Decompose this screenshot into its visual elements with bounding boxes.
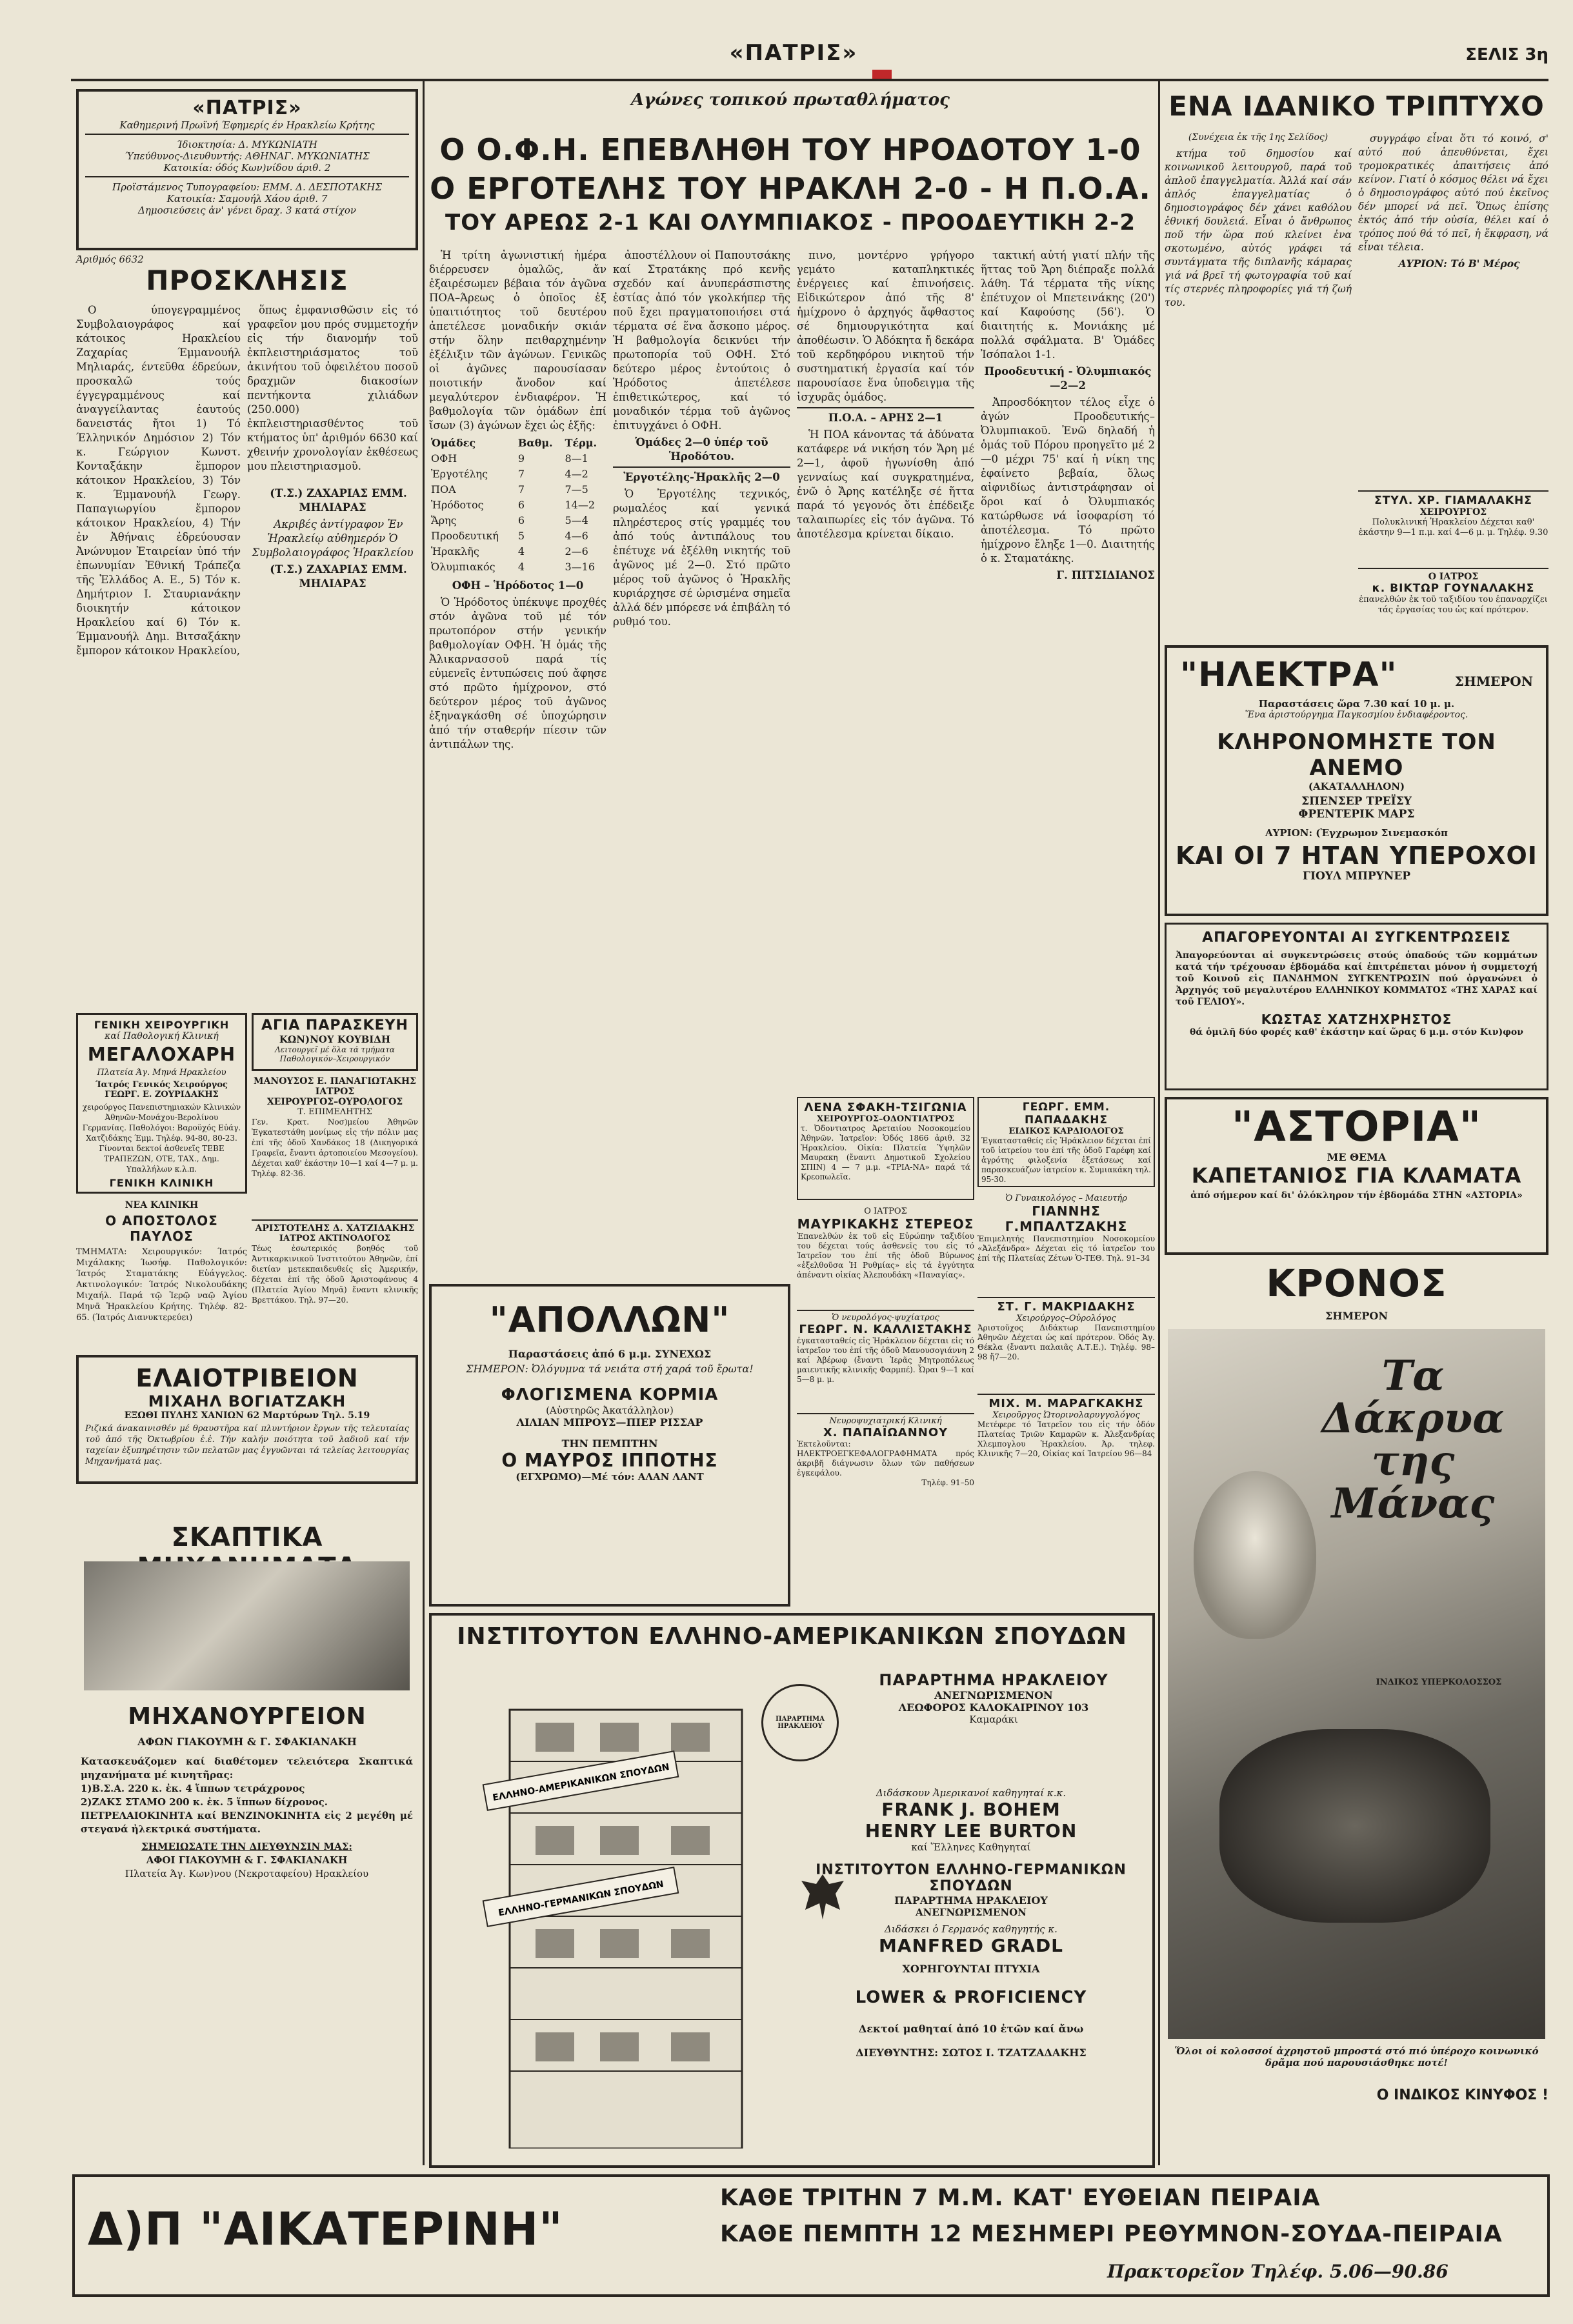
makridakis-name: ΣΤ. Γ. ΜΑΚΡΙΔΑΚΗΣ: [997, 1300, 1136, 1314]
doc2-text: Τέως ἐσωτερικός βοηθός τοῦ Ἀντικαρκινικοῦ Ἰνστιτούτου Ἀθηνῶν, ἐπί διετίαν μετεκπαιδευθείς εἰς Ἀμερικήν, δέχεται ἐπί τῆς ὁδοῦ Ἀριστοφάνους 4 (Πλατεία Ἁγίου Μηνᾶ) ἔναντι κλινικῆς Βρεττάκου. Τηλ. 97—20.: [252, 1244, 418, 1305]
kronos-poster: [1168, 1329, 1545, 2039]
elektra-rating: (ΑΚΑΤΑΛΛΗΛΟΝ): [1308, 781, 1405, 792]
elektra-star2: ΦΡΕΝΤΕΡΙΚ ΜΑΡΣ: [1298, 808, 1415, 821]
german-teacher-note: Διδάσκει ὁ Γερμανός καθηγητής κ.: [885, 1923, 1057, 1935]
oil-text: Ριζικά άνακαινισθέν μέ θραυστῆρα καί πλυντήριον ἔργων τῆς τελευταίας τοῦ ἀπό τῆς Ὀκτωβρίου ἐ.ἐ. Τήν καλήν ποιότητα τοῦ λαδιοῦ καί τήν ταχείαν ἐξυπηρέτησιν τῶν πελατῶν μας ἐγγυῶνται τά τελείας λειτουργίας Μηχανήματά μας.: [85, 1424, 409, 1467]
table-row: [429, 482, 606, 497]
clinic-footer: ΓΕΝΙΚΗ ΚΛΙΝΙΚΗ: [109, 1177, 214, 1189]
printer-head: Προϊστάμενος Τυπογραφείου: ΕΜΜ. Δ. ΔΕΣΠΟΤΑΚΗΣ: [112, 181, 382, 193]
apollon-cinema-ad: [429, 1284, 790, 1607]
clinic-name: ΜΕΓΑΛΟΧΑΡΗ: [87, 1044, 236, 1065]
paper-owner: Ίδιοκτησία: Δ. ΜΥΚΩΝΙΑΤΗ: [177, 139, 317, 150]
notary-signature: (Τ.Σ.) ΖΑΧΑΡΙΑΣ ΕΜΜ. ΜΗΛΙΑΡΑΣ: [270, 487, 407, 514]
team: ΟΦΗ: [431, 452, 457, 465]
mpaltzakis-ad: [977, 1194, 1155, 1290]
doctor-text: ἐπανελθών ἐκ τοῦ ταξιδίου του ἐπαναρχίζει τάς ἐργασίας του ὡς καί πρότερον.: [1359, 595, 1548, 615]
apollon-film1: ΦΛΟΓΙΣΜΕΝΑ ΚΟΡΜΙΑ: [501, 1385, 719, 1405]
institute-address: ΛΕΩΦΟΡΟΣ ΚΑΛΟΚΑΙΡΙΝΟΥ 103: [898, 1701, 1089, 1714]
ban-name: ΚΩΣΤΑΣ ΧΑΤΖΗΧΡΗΣΤΟΣ: [1261, 1012, 1452, 1027]
agia-name: ΚΩΝ)ΝΟΥ ΚΟΥΒΙΔΗ: [279, 1034, 391, 1045]
sports-paragraph: Ὁ Ἐργοτέλης τεχνικός, ρωμαλέος καί γενικά πληρέστερος στίς γραμμές του ἀπό τούς ἀντιπάλους του ἐπέτυχε νά ἐξέλθη νικητής τοῦ ἀγῶνος μέ 2—0. Στό πρῶτο μέρος τοῦ ἀγῶνος ὁ Ἡρακλῆς κυριάρχησε σέ ὡρισμένα σημεῖα ἀλλά δέν μπόρεσε νά ἐπιβάλη τό ρυθμό του.: [613, 488, 790, 628]
sports-paragraph: πινο, μοντέρνο γρήγορο γεμάτο καταπληκτικές ἐνέργειες καί ἐπινοήσεις. Εἰδικώτερον ἀπό τῆς 8' ἡμίχρονο ὁ ἀρχηγός ἄφθαστος σέ δημιουργικότητα καί ἀποθέωσιν. Ὁ Ἀδόκητα ἤ δεκάρα τοῦ κερδηφόρου νικητοῦ τήν συστηματική ἐργασία καί τόν παρουσίασε ἕνα ὑποδειγμα τῆς ἰσχυρᾶς ὁμάδος.: [797, 249, 974, 403]
team: ΠΟΑ: [431, 483, 456, 496]
ship-ad: [72, 2174, 1550, 2297]
mpaltzakis-label: Ὁ Γυναικολόγος – Μαιευτήρ: [1005, 1194, 1127, 1203]
sports-headline-3: ΤΟΥ ΑΡΕΩΣ 2-1 ΚΑΙ ΟΛΥΜΠΙΑΚΟΣ - ΠΡΟΟΔΕΥΤΙΚΗ 2-2: [445, 210, 1136, 235]
mpaltzakis-text: Ἐπιμελητής Πανεπιστημίου Νοσοκομείου «Ἀλεξάνδρα» Δέχεται εἰς τό ἰατρεῖον του ἐπί τῆς Πλατείας Ζέτων Ὁ-ΤΕΘ. Τηλ. 91–34: [977, 1234, 1155, 1263]
surgeon-ad: [1358, 490, 1548, 538]
papaioannou-text: Ἐκτελοῦνται: ΗΛΕΚΤΡΟΕΓΚΕΦΑΛΟΓΡΑΦΗΜΑΤΑ πρός ἀκριβῆ διάγνωσιν ὅλων τῶν παθήσεων ἐγκεφάλου.: [797, 1439, 974, 1478]
top-rule: [71, 79, 1548, 81]
match-subhead: ΟΦΗ – Ἡρόδοτος 1—0: [452, 579, 584, 592]
invitation-text-col1: [76, 303, 241, 1010]
points: 7: [517, 483, 525, 496]
elektra-today: ΣΗΜΕΡΟΝ: [1454, 674, 1533, 689]
poster-title: Τα Δάκρυα της Μάνας: [1321, 1352, 1505, 1528]
table-row: [429, 528, 606, 544]
team: Ἡρόδοτος: [431, 499, 484, 511]
oil-press-box: [76, 1355, 418, 1484]
teachers-note: Διδάσκουν Ἀμερικανοί καθηγηταί κ.κ.: [876, 1787, 1067, 1799]
german-teacher: MANFRED GRADL: [878, 1935, 1064, 1956]
seal-text: ΠΑΡΑΡΤΗΜΑ ΗΡΑΚΛΕΙΟΥ: [776, 1716, 825, 1730]
astoria-cinema-ad: [1165, 1097, 1548, 1255]
doctor-gounalakis-ad: [1358, 568, 1548, 616]
table-row: [429, 466, 606, 482]
sports-kicker: Αγώνες τοπικού πρωταθλήματος: [631, 90, 950, 110]
team: Ἄρης: [431, 514, 457, 526]
makridakis-text: Ἀριστοῦχος Διδάκτωρ Πανεπιστημίου Ἀθηνῶν Δέχεται ὡς καί πρότερον. Ὁδός Ἀγ. Θέκλα (ἔναντι παλαιᾶς Α.Τ.Ε.). Τηλέφ. 98–98 ἤ7—20.: [977, 1323, 1155, 1361]
machines-shop: ΜΗΧΑΝΟΥΡΓΕΙΟΝ: [128, 1703, 366, 1730]
elektra-tomorrow: ΑΥΡΙΟΝ: (Ἐγχρωμον Σινεμασκόπ: [1265, 827, 1448, 839]
doctor-label: Ο ΙΑΤΡΟΣ: [1428, 572, 1479, 582]
copy-note: Ακριβές ἀντίγραφον Ἐν Ἡρακλείῳ αὐθημερόν Ὁ Συμβολαιογράφος Ἡρακλείου: [252, 518, 414, 559]
lena-text: τ. Ὀδοντιατρος Ἀρεταιίου Νοσοκομείου Ἀθηνῶν. Ἰατρεῖον: Ὁδός 1866 ἀριθ. 32 Ἡρακλείου. Οἰκία: Πλατεία Ὑψηλῶν Μαυρακη (ἔναντι Δημοτικοῦ Σχολείου ΣΠΙΝ) 4 — 7 μ.μ. «ΤΡΙΑ-ΝΑ» παρά τά Κρεοπωλεῖα.: [801, 1124, 970, 1181]
stereos-name: ΜΑΥΡΙΚΑΚΗΣ ΣΤΕΡΕΟΣ: [797, 1216, 974, 1232]
triptych-tomorrow: ΑΥΡΙΟΝ: Τό Β' Μέρος: [1398, 257, 1520, 270]
stereos-label: Ο ΙΑΤΡΟΣ: [864, 1207, 907, 1216]
invitation-paragraph: ὅπως ἐμφανισθῶσιν εἰς τό γραφεῖον μου πρός συμμετοχήν εἰς τήν διανομήν τοῦ ἐκπλειστηριάσματος τοῦ ἀκινήτου τοῦ ὀφειλέτου ποσοῦ δραχμῶν διακοσίων πεντήκοντα χιλιάδων (250.000) ἐκπλειστηριασθέντος τοῦ κτήματος ὑπ' ἀριθμόν 6630 καί χθεινήν χρονολογίαν ἐκθέσεως μου πλειστηριασμοῦ.: [247, 304, 418, 472]
points: 6: [517, 499, 525, 511]
oil-address: ΕΞΩΘΙ ΠΥΛΗΣ ΧΑΝΙΩΝ 62 Μαρτύρων Τηλ. 5.19: [124, 1410, 370, 1421]
institute-hours: Δεκτοί μαθηταί ἀπό 10 ἐτῶν καί ἄνω: [858, 2023, 1084, 2035]
doc2-name: ΑΡΙΣΤΟΤΕΛΗΣ Δ. ΧΑΤΖΙΔΑΚΗΣ: [255, 1223, 415, 1234]
column-divider: [423, 81, 425, 2165]
kallistakis-label: Ὁ νευρολόγος-ψυχίατρος: [832, 1313, 939, 1323]
triptych-col-b: [1358, 132, 1548, 481]
papadakis-role: ΕΙΔΙΚΟΣ ΚΑΡΔΙΟΛΟΓΟΣ: [1008, 1127, 1124, 1136]
standings-header: Τέρμ.: [565, 437, 597, 449]
page-number: ΣΕΛΙΣ 3η: [1465, 45, 1548, 65]
clinic-megalochari-box: [76, 1013, 247, 1194]
institute-area: Καμαράκι: [969, 1714, 1018, 1725]
eagle-icon: [800, 1871, 845, 1923]
clinic-title: ΓΕΝΙΚΗ ΧΕΙΡΟΥΡΓΙΚΗ: [94, 1019, 230, 1031]
doctor-chatzidakis: [252, 1219, 418, 1345]
goals: 3—16: [565, 561, 596, 573]
ship-line-2: ΚΑΘΕ ΠΕΜΠΤΗ 12 ΜΕΣΗΜΕΡΙ ΡΕΘΥΜΝΟΝ-ΣΟΥΔΑ-ΠΕΙΡΑΙΑ: [720, 2221, 1503, 2247]
papaioannou-ad: [797, 1413, 974, 1510]
machines-line: 2)ΖΑΚΣ ΣΤΑΜΟ 200 κ. ἐκ. 5 ἵππων δίχρονος.: [81, 1796, 328, 1808]
table-row: [429, 451, 606, 466]
elektra-next-star: ΓΙΟΥΛ ΜΠΡΥΝΕΡ: [1302, 870, 1411, 883]
poster-face: [1194, 1471, 1316, 1639]
teacher-1: FRANK J. BOHEM: [881, 1799, 1061, 1820]
german-title: ΙΝΣΤΙΤΟΥΤΟΝ ΕΛΛΗΝΟ-ΓΕΡΜΑΝΙΚΩΝ ΣΠΟΥΔΩΝ: [816, 1862, 1127, 1894]
team: Ἡρακλῆς: [431, 545, 479, 557]
machines-owners: ΑΦΩΝ ΓΙΑΚΟΥΜΗ & Γ. ΣΦΑΚΙΑΝΑΚΗ: [137, 1736, 357, 1748]
ban-notice: [1165, 923, 1548, 1090]
triptych-subtitle: (Συνέχεια ἐκ τῆς 1ης Σελίδος): [1188, 132, 1328, 143]
sports-paragraph: τακτική αὐτή γιατί πλήν τῆς ἥττας τοῦ Ἄρη διέπραξε πολλά λάθη. Τά τέρματα τῆς νίκης ἐπέτυχον οἱ Μπετεινάκης (20') καί Καφούσης (56'). Ὁ διαιτητής κ. Μονιάκης μέ πολλά σφάλματα. Β' Ὁμάδες Ἰσόπαλοι 1-1.: [981, 249, 1155, 361]
astoria-note: ἀπό σήμερον καί δι' ὁλόκληρον τήν ἑβδομάδα ΣΤΗΝ «ΑΣΤΟΡΙΑ»: [1190, 1190, 1523, 1201]
ad-price: Δημοσιεύσεις ἀν' γένει δραχ. 3 κατά στίχον: [138, 205, 356, 216]
goals: 8—1: [565, 452, 588, 465]
new-clinic-name: Ο ΑΠΟΣΤΟΛΟΣ ΠΑΥΛΟΣ: [105, 1213, 218, 1244]
doc1-role: ΙΑΤΡΟΣ: [315, 1087, 355, 1097]
german-branch: ΠΑΡΑΡΤΗΜΑ ΗΡΑΚΛΕΙΟΥ: [894, 1894, 1048, 1907]
agia-paraskevi-box: [252, 1013, 418, 1071]
sports-headline-1: Ο Ο.Φ.Η. ΕΠΕΒΛΗΘΗ ΤΟΥ ΗΡΟΔΟΤΟΥ 1-0: [439, 132, 1141, 167]
papaioannou-phone: Τηλέφ. 91–50: [921, 1478, 974, 1487]
apollon-line1: Παραστάσεις ἀπό 6 μ.μ. ΣΥΝΕΧΩΣ: [508, 1348, 712, 1360]
match-subhead: Ἐργοτέλης-Ἡρακλῆς 2—0: [613, 466, 790, 485]
teachers-greek: καί Ἕλληνες Καθηγηταί: [911, 1841, 1031, 1853]
paper-subtitle: Καθημερινή Πρωϊνή Έφημερίς έν Ηρακλείω Κρήτης: [85, 119, 409, 135]
points: 6: [517, 514, 525, 526]
sports-col-d: [981, 248, 1155, 1087]
ship-line-1: ΚΑΘΕ ΤΡΙΤΗΝ 7 Μ.Μ. ΚΑΤ' ΕΥΘΕΙΑΝ ΠΕΙΡΑΙΑ: [720, 2185, 1321, 2211]
apollon-title: "ΑΠΟΛΛΩΝ": [489, 1299, 730, 1340]
team: Ὀλυμπιακός: [431, 561, 496, 573]
team: Προοδευτική: [431, 530, 499, 542]
makridakis-role: Χειρούργος–Οὐρολόγος: [1016, 1314, 1116, 1323]
oil-name: ΜΙΧΑΗΛ ΒΟΓΙΑΤΖΑΚΗ: [148, 1392, 346, 1410]
maragkakis-name: ΜΙΧ. Μ. ΜΑΡΑΓΚΑΚΗΣ: [988, 1397, 1144, 1410]
building-svg: [465, 1671, 761, 2149]
machines-line: Πλατεία Άγ. Κων)νου (Νεκροταφείου) Ηρακλείου: [125, 1868, 369, 1879]
invitation-title: ΠΡΟΣΚΛΗΣΙΣ: [146, 265, 348, 296]
apollon-thursday: ΤΗΝ ΠΕΜΠΤΗΝ: [561, 1437, 658, 1450]
clinic-address: Πλατεία Άγ. Μηνά Ηρακλείου: [97, 1068, 226, 1077]
new-clinic-label: ΝΕΑ ΚΛΙΝΙΚΗ: [125, 1200, 199, 1210]
sports-col-b: [613, 248, 790, 1345]
kallistakis-name: ΓΕΩΡΓ. Ν. ΚΑΛΛΙΣΤΑΚΗΣ: [799, 1323, 972, 1336]
building-sign-2: ΕΛΛΗΝΟ-ΓΕΡΜΑΝΙΚΩΝ ΣΠΟΥΔΩΝ: [497, 1879, 665, 1919]
elektra-note: Ἕνα ἀριστούργημα Παγκοσμίου ἐνδιαφέροντος.: [1245, 710, 1468, 720]
machines-text: [81, 1755, 413, 1929]
institute-recog: ΑΝΕΓΝΩΡΙΣΜΕΝΟΝ: [934, 1689, 1053, 1701]
institute-director: ΔΙΕΥΘΥΝΤΗΣ: ΣΩΤΟΣ Ι. ΤΖΑΤΖΑΔΑΚΗΣ: [856, 2047, 1087, 2059]
doc1-title: Τ. ΕΠΙΜΕΛΗΤΗΣ: [297, 1107, 372, 1117]
institute-details: [839, 1671, 1148, 1725]
papadakis-name: ΓΕΩΡΓ. ΕΜΜ. ΠΑΠΑΔΑΚΗΣ: [1022, 1101, 1110, 1127]
stereos-text: Ἐπανελθών ἐκ τοῦ εἰς Εὐρώπην ταξιδίου του δέχεται τούς ἀσθενεῖς του εἰς τό Ἰατρεῖον του ἐπί τῆς ὁδοῦ Βύρωνος «ἐξελθοῦσα Ἡ Ρυθμίας» εἰς τά ἐγγύτητα ἀπέναντι οἰκίας Ἀλεπουδάκη «Παναγίας».: [797, 1232, 974, 1279]
sports-paragraph: Ὁ Ἡρόδοτος ὑπέκυψε προχθές στόν ἀγῶνα τοῦ μέ τόν πρωτοπόρον στήν γενικήν βαθμολογίαν ΟΦΗ. Ἡ ὁμάς τῆς Ἀλικαρνασσοῦ παρά τίς εὐμενεῖς ἐντυπώσεις πού ἄφησε στό πρῶτο ἡμίχρονον, στό δεύτερον μέρος τοῦ ἀγῶνος ἐξηναγκάσθη σέ ὑποχώρησιν ἀπό τήν σταθερήν πίεσιν τῶν ἀντιπάλων της.: [429, 596, 606, 750]
oil-title: ΕΛΑΙΟΤΡΙΒΕΙΟΝ: [135, 1364, 359, 1392]
kronos-title: ΚΡΟΝΟΣ: [1266, 1261, 1447, 1305]
stereos-ad: [797, 1207, 974, 1303]
triptych-paragraph: κτήμα τοῦ δημοσίου καί κοινωνικοῦ λειτουργοῦ, παρά τοῦ ἁπλοῦ ἐπαγγελματία. Ἀλλά καί σάν ἁπλός ἐπαγγελματίας ὁ δημοσιογράφος δέν χάνει καθόλου ἐθνική δουλειά. Εἶναι ὁ ἄνθρωπος ποῦ τήν ὥρα πού κλείνει ἐνα σκοτωμένο, αὐτός γράφει τά συντάγματα τῆς διπλανῆς κάμαρας γιά νά βρεῖ τή φωτογραφία τοῦ καί τίς στερνές πληροφορίες γιά τή ζωή του.: [1165, 148, 1352, 308]
ship-agency: Πρακτορεῖον Τηλέφ. 5.06—90.86: [1107, 2261, 1448, 2282]
ban-time: θά ὁμιλῆ δύο φορές καθ' ἑκάστην καί ὥρας 6 μ.μ. στόν Κιν)φον: [1190, 1027, 1523, 1037]
issue-number: Άριθμός 6632: [76, 254, 144, 265]
match-subhead: Ὁμάδες 2—0 ὑπέρ τοῦ Ἡροδότου.: [635, 436, 768, 463]
doc1-spec: ΧΕΙΡΟΥΡΓΟΣ–ΟΥΡΟΛΟΓΟΣ: [266, 1097, 403, 1107]
column-divider: [1158, 81, 1160, 2165]
table-row: [429, 544, 606, 559]
machines-line: ΑΦΟΙ ΓΙΑΚΟΥΜΗ & Γ. ΣΦΑΚΙΑΝΑΚΗ: [146, 1854, 348, 1866]
sports-paragraph: Ἡ ΠΟΑ κάνοντας τά ἀδύνατα κατάφερε νά νικήση τόν Ἄρη μέ 2—1, ἀφοῦ ἡγωνίσθη ἀπό γενναίως καί συγκρατημένα, ἐνῶ ὁ Ἄρης κατέληξε σέ ἥττα παρά τό γεγονός ὅτι ἐπέδειξε ταλαιπωρίες εἰς τόν ἀγῶνα. Τό ἀποτέλεσμα κρίνεται δίκαιο.: [797, 428, 974, 540]
kronos-tag: Ο ΙΝΔΙΚΟΣ ΚΙΝΥΦΟΣ !: [1376, 2087, 1548, 2103]
astoria-film: ΚΑΠΕΤΑΝΙΟΣ ΓΙΑ ΚΛΑΜΑΤΑ: [1191, 1163, 1522, 1188]
new-clinic: [76, 1200, 247, 1323]
teacher-2: HENRY LEE BURTON: [865, 1820, 1077, 1841]
machines-line: Κατασκευάζομεν καί διαθέτομεν τελειότερα Σκαπτικά μηχανήματα μέ κινητῆρας:: [81, 1756, 413, 1781]
kallistakis-text: ἐγκατασταθείς εἰς Ἡράκλειον δέχεται εἰς τό ἰατρεῖον του ἐπί τῆς ὁδοῦ Μανουσογιάννη 2 καί Ἀβέρωφ (ἔναντι Ἱερᾶς Μητροπόλεως μαιευτικῆς κλινικῆς Φαρμπέ). Ὧραι 9—1 καί 5—8 μ. μ.: [797, 1336, 974, 1384]
kronos-text: Ὅλοι οἱ κολοσσοί ἀχρηστοῦ μπροστά στό πιό ὑπέροχο κοινωνικό δρᾶμα πού παρουσιάσθηκε ποτέ!: [1174, 2045, 1539, 2069]
poster-sub: ΙΝΔΙΚΟΣ ΥΠΕΡΚΟΛΟΣΣΟΣ: [1376, 1678, 1502, 1687]
elektra-cinema-ad: [1165, 645, 1548, 916]
doc1-text: Γεν. Κρατ. Νοσ)μείου Ἀθηνῶν Ἐγκατεστάθη μονίμως εἰς τήν πόλιν μας ἐπί τῆς ὁδοῦ Χανδάκος 18 (Δικηγορικά Γραφεῖα, ἔναντι ἀρτοποιείου Μεσογείου). Δέχεται καθ' ἑκάστην 10—1 καί 4—7 μ. μ. Τηλέφ. 82-36.: [252, 1117, 418, 1178]
doc2-role: ΙΑΤΡΟΣ ΑΚΤΙΝΟΛΟΓΟΣ: [279, 1234, 391, 1243]
papaioannou-label: Νευροψυχιατρική Κλινική: [829, 1416, 942, 1426]
kronos-today: ΣΗΜΕΡΟΝ: [1325, 1310, 1388, 1322]
institute-teachers: [794, 1742, 1148, 2059]
goals: 4—6: [565, 530, 588, 542]
maragkakis-text: Μετέφερε τό Ἰατρεῖον του εἰς τήν ὁδόν Πλατείας Τριῶν Καμαρῶν κ. Ἀλεξανδρίας Χλεμπογλου Ἡρακλείου. Ἀρ. τηλεφ. Κλινικῆς 7—20, Οἰκίας καί Ἰατρείου 96—84: [977, 1420, 1155, 1458]
apollon-film2: Ο ΜΑΥΡΟΣ ΙΠΠΟΤΗΣ: [501, 1450, 718, 1471]
invitation-paragraph: Ο ύπογεγραμμένος Συμβολαιογράφος καί κάτοικος Ηρακλείου Ζαχαρίας Έμμανουήλ Μηλιαράς, έντεῦθα έδρεύων, προσκαλῶ τούς έγγεγραμμένους καί ἀναγγείλαντας ἑαυτούς δανειστάς ἤτοι 1) Τό Έλληνικόν Δημόσιον 2) Τόν κ. Γεώργιον Κωνστ. Κονταξάκην ἔμπορον κάτοικον Ηρακλείου, 3) Τόν κ. Έμμανουήλ Γεωργ. Παπαγιωργίου ἔμπορον κάτοικον Ηρακλείου, 4) Τήν ἐν Ἀθήναις ἐδρεύουσαν Ἀνώνυμον Ἑταιρείαν ὑπό τήν ἐπωνυμίαν Ἐθνική Τράπεζα τῆς Ἑλλάδος Α. Ε., 5) Τόν κ. Δημήτριον Ι. Σταυριανάκην διοικητήν κάτοικον Ηρακλείου καί 6) Τόν κ. Έμμανουήλ Δημ. Βιτσαξάκην ἔμπορον κάτοικον Ηρακλείου,: [76, 304, 241, 657]
building-sign-1: ΕΛΛΗΝΟ-ΑΜΕΡΙΚΑΝΙΚΩΝ ΣΠΟΥΔΩΝ: [492, 1761, 670, 1803]
apollon-cast1: (Αὐστηρῶς Ἀκατάλληλον): [546, 1405, 674, 1416]
doctor-name: κ. ΒΙΚΤΩΡ ΓΟΥΝΑΛΑΚΗΣ: [1372, 582, 1535, 595]
lena-name: ΛΕΝΑ ΣΦΑΚΗ-ΤΣΙΓΩΝΙΑ: [804, 1101, 967, 1114]
masthead-info-box: [76, 89, 418, 250]
clinic-subtitle: καί Παθολογική Κλινική: [105, 1031, 219, 1041]
points: 7: [517, 468, 525, 480]
apollon-line2: ΣΗΜΕΡΟΝ: Ὀλόγυμνα τά νειάτα στή χαρά τοῦ ἔρωτα!: [466, 1363, 754, 1375]
sports-col-a: [429, 248, 606, 1345]
mpaltzakis-name: ΓΙΑΝΝΗΣ Γ.ΜΠΑΛΤΖΑΚΗΣ: [1005, 1203, 1128, 1234]
maragkakis-role: Χειροῦργος Ὠτορινολαρυγγολόγος: [992, 1410, 1140, 1420]
surgeon-name: ΣΤΥΛ. ΧΡ. ΓΙΑΜΑΛΑΚΗΣ: [1374, 494, 1532, 507]
elektra-title: "ΗΛΕΚΤΡΑ": [1180, 656, 1398, 694]
goals: 2—6: [565, 545, 588, 557]
lena-ad: [797, 1097, 974, 1200]
team: Ἐργοτέλης: [431, 468, 488, 480]
doctor-panagiotakis: [252, 1076, 418, 1215]
match-subhead: Προοδευτική - Ὀλυμπιακός—2—2: [984, 365, 1152, 392]
sports-paragraph: ἀποστέλλουν οἱ Παπουτσάκης καί Στρατάκης πρό κενῆς σχεδόν καί ἀνυπεράσπιστης ἐστίας ἀπό τόν γκολκήπερ τῆς ποῦ ἔχει πραγματοποιήσει στά τέρματα σέ ἕνα ἄσκοπο μέρος. Ἡ βαθμολογία δεικνύει τήν πρωτοπορία τοῦ ΟΦΗ. Στό δεύτερο μέρος ἐντούτοις ὁ Ἡρόδοτος ἀπετέλεσε ἐπιθετικώτερος, καί τό μοναδικόν τέρμα τοῦ ἀγῶνος ἐπιτυγχάνει ὁ ΟΦΗ.: [613, 249, 790, 432]
invitation-text-col2: [247, 303, 418, 1077]
agia-title: ΑΓΙΑ ΠΑΡΑΣΚΕΥΗ: [261, 1017, 408, 1034]
astoria-theme: ΜΕ ΘΕΜΑ: [1327, 1151, 1387, 1163]
maragkakis-ad: [977, 1394, 1155, 1510]
poster-crowd: [1219, 1729, 1490, 1923]
goals: 14—2: [565, 499, 596, 511]
paper-director: Ύπεύθυνος-Διευθυντής: ΑΘΗΝΑΓ. ΜΥΚΩΝΙΑΤΗΣ: [125, 150, 370, 162]
levels: LOWER & PROFICIENCY: [855, 1988, 1087, 2007]
surgeon-text: Πολυκλινική Ἡρακλείου Δέχεται καθ' ἑκάστην 9—1 π.μ. καί 4—6 μ. μ. Τηλέφ. 9.30: [1358, 517, 1548, 537]
clinic-body: χειρούργος Πανεπιστημιακών Κλινικών Ἀθηνῶν-Μονάχου-Βερολίνου Γερμανίας. Παθολόγοι: Βαροϋχός Εὐάγ. Χατζιδάκης Έμμ. Τηλέφ. 94-80, 80-23. Γίνονται δεκτοί ἀσθενεῖς ΤΕΒΕ ΤΡΑΠΕΖΩΝ, ΟΤΕ, ΤΑΧ., Δημ. Υπαλλήλων κ.λ.π.: [82, 1103, 241, 1174]
elektra-star1: ΣΠΕΝΣΕΡ ΤΡΕΪΣΥ: [1301, 795, 1412, 808]
machines-line: ΣΗΜΕΙΩΣΑΤΕ ΤΗΝ ΔΙΕΥΘΥΝΣΙΝ ΜΑΣ:: [141, 1841, 352, 1852]
points: 4: [517, 545, 525, 557]
goals: 4—2: [565, 468, 588, 480]
institute-branch: ΠΑΡΑΡΤΗΜΑ ΗΡΑΚΛΕΙΟΥ: [879, 1671, 1108, 1689]
german-recog: ΑΝΕΓΝΩΡΙΣΜΕΝΟΝ: [916, 1907, 1027, 1918]
institute-building-drawing: [465, 1671, 761, 2149]
points: 9: [517, 452, 525, 465]
paper-residence: Κατοικία: όδός Κων)νίδου άριθ. 2: [85, 162, 409, 177]
table-row: [429, 497, 606, 513]
triptych-paragraph: συγγράφο εἶναι ὅτι τό κοινό, σ' αὐτό πού ἀπευθύνεται, ἔχει τρομοκρατικές ἀπαιτήσεις ἀπό κείνον. Γιατί ὁ κόσμος θέλει νά ἔχει ὁ δημοσιογράφος αὐτό πού ἐκεῖνος δέν μπορεί νά πεῖ. Ὅπως ἐπίσης ἐκτός ἀπό τήν οὐσία, θέλει καί ὁ τρόπος πού θά τό πεῖ, ἡ ἔκφραση, νά εἶναι τέλεια.: [1358, 133, 1548, 253]
goals: 5—4: [565, 514, 588, 526]
goals: 7—5: [565, 483, 588, 496]
kallistakis-ad: [797, 1310, 974, 1407]
printer-address: Κατοικία: Σαμουήλ Χάου άριθ. 7: [166, 193, 328, 205]
table-row: [429, 559, 606, 575]
makridakis-ad: [977, 1297, 1155, 1387]
ship-company: Δ)Π "ΑΙΚΑΤΕΡΙΝΗ": [88, 2203, 563, 2256]
triptych-title: ΕΝΑ ΙΔΑΝΙΚΟ ΤΡΙΠΤΥΧΟ: [1168, 90, 1545, 122]
papaioannou-name: Χ. ΠΑΠΑΪΩΑΝΝΟΥ: [823, 1426, 948, 1439]
match-subhead: Π.Ο.Α. – ΑΡΗΣ 2—1: [797, 407, 974, 425]
elektra-film: ΚΛΗΡΟΝΟΜΗΣΤΕ ΤΟΝ ΑΝΕΜΟ: [1217, 729, 1496, 781]
paper-name: «ΠΑΤΡΙΣ»: [192, 97, 302, 119]
machines-title: ΣΚΑΠΤΙΚΑ: [171, 1523, 323, 1552]
new-clinic-text: ΤΜΗΜΑΤΑ: Χειρουργικόν: Ίατρός Μιχάλακης Ίωσήφ. Παθολογικόν: Ίατρός Σταματάκης Εὐάγγελος. Ακτινολογικόν: Ίατρός Νικολουδάκης Μιχαήλ. Παρά τῷ Ἱερῷ ναῷ Ἁγίου Μηνᾶ Ἡρακλείου Κρήτης. Τηλέφ. 82-65. (Ίατρός Διανυκτερεύει): [76, 1247, 247, 1323]
astoria-title: "ΑΣΤΟΡΙΑ": [1231, 1103, 1482, 1151]
masthead: «ΠΑΤΡΙΣ»: [729, 40, 858, 66]
ban-text: Ἀπαγορεύονται αἱ συγκεντρώσεις στούς ὁπαδούς τῶν κομμάτων κατά τήν τρέχουσαν ἑβδομάδα καί ἐπιτρέπεται μόνον ἡ συμμετοχή τοῦ Κοινοῦ εἰς ΠΑΝΔΗΜΟΝ ΣΥΓΚΕΝΤΡΩΣΙΝ πού ὀργανώνει ὁ Ἀρχηγός τοῦ μεγαλυτέρου ΕΛΛΗΝΙΚΟΥ ΚΟΜΜΑΤΟΣ «ΤΗΣ ΧΑΡΑΣ καί τοῦ ΓΕΛΙΟΥ».: [1176, 950, 1538, 1007]
triptych-col-a: [1165, 147, 1352, 496]
machines-line: 1)Β.Σ.Α. 220 κ. ἐκ. 4 ἵππων τετράχρονος: [81, 1783, 305, 1794]
notary-signature-2: (Τ.Σ.) ΖΑΧΑΡΙΑΣ ΕΜΜ. ΜΗΛΙΑΡΑΣ: [270, 563, 407, 590]
machines-line: ΠΕΤΡΕΛΑΙΟΚΙΝΗΤΑ καί ΒΕΝΖΙΝΟΚΙΝΗΤΑ εἰς 2 μεγέθη μέ στεγανά ἠλεκτρικά συστήματα.: [81, 1810, 413, 1835]
lena-role: ΧΕΙΡΟΥΡΓΟΣ–ΟΔΟΝΤΙΑΤΡΟΣ: [817, 1114, 954, 1124]
elektra-shows: Παραστάσεις ὥρα 7.30 καί 10 μ. μ.: [1258, 698, 1455, 710]
surgeon-role: ΧΕΙΡΟΥΡΓΟΣ: [1419, 507, 1487, 517]
sports-author: Γ. ΠΙΤΣΙΔΙΑΝΟΣ: [1056, 569, 1155, 581]
sports-headline-2: Ο ΕΡΓΟΤΕΛΗΣ ΤΟΥ ΗΡΑΚΛΗ 2-0 - Η Π.Ο.Α.: [430, 171, 1151, 206]
papadakis-ad: [977, 1097, 1155, 1187]
agia-text: Λειτουργεῖ μέ ὅλα τά τμήματα Παθολογικόν–Χειρουργικόν: [275, 1045, 395, 1063]
standings-header: Ὁμάδες: [431, 437, 476, 449]
institute-title: ΙΝΣΤΙΤΟΥΤΟΝ ΕΛΛΗΝΟ-ΑΜΕΡΙΚΑΝΙΚΩΝ ΣΠΟΥΔΩΝ: [457, 1623, 1127, 1650]
sports-paragraph: Ἀπροσδόκητον τέλος εἶχε ὁ ἀγών Προοδευτικής–Ὀλυμπιακοῦ. Ἐνῶ δηλαδή ἡ ὁμάς τοῦ Πόρου προηγεῖτο μέ 2—0 μέχρι 75' καί ἡ νίκη της ἐφαίνετο βεβαία, ὅλως αἰφνιδίως ἀντιστράφησαν οἱ ὅροι καί ὁ Ὀλυμπιακός κατώρθωσε νά ἰσοφαρίση τό ἀποτέλεσμα. Τό πρῶτο ἡμίχρονο ἔληξε 1—0. Διαιτητής ὁ κ. Σταματάκης.: [981, 396, 1155, 565]
sports-paragraph: Ἡ τρίτη ἀγωνιστική ἡμέρα διέρρευσεν ὁμαλῶς, ἄν ἐξαιρέσωμεν βέβαια τόν ἀγῶνα ΠΟΑ–Άρεως ὁ ὁποῖος ἐξ ὑπαιτιότητος τοῦ δευτέρου ἀπετέλεσε μοναδικήν σκιάν στήν ὅλην πειθαρχημένην ἐξέλιξιν τῶν ἀγώνων. Γενικῶς οἱ ἀγῶνες παρουσίασαν ποιοτικήν ἄνοδον καί μεγαλύτερον ἐνδιαφέρον. Ἡ βαθμολογία τῶν ὁμάδων ἐπί ἴσων (3) ἀγώνων ἔχει ὡς ἑξῆς:: [429, 249, 606, 432]
standings-header: Βαθμ.: [517, 437, 553, 449]
table-row: [429, 513, 606, 528]
standings-table: [429, 436, 606, 575]
elektra-next: ΚΑΙ ΟΙ 7 ΗΤΑΝ ΥΠΕΡΟΧΟΙ: [1176, 841, 1538, 870]
masthead-red-mark: [872, 70, 892, 79]
points: 5: [517, 530, 525, 542]
papadakis-text: Ἐγκατασταθείς εἰς Ἡράκλειον δέχεται ἐπί τοῦ ἰατρείου του ἐπί τῆς ὁδοῦ Γαρέφη καί ἀγρότης φιλοξενία ἐξετάσεως καί παρασκευάζων ἰατρείον κ. Συμιακάκη τηλ. 95-30.: [981, 1136, 1151, 1184]
apollon-stars1: ΛΙΛΙΑΝ ΜΠΡΟΥΣ—ΠΙΕΡ ΡΙΣΣΑΡ: [516, 1416, 703, 1428]
diplomas: ΧΟΡΗΓΟΥΝΤΑΙ ΠΤΥΧΙΑ: [902, 1963, 1040, 1975]
doc1-name: ΜΑΝΟΥΣΟΣ Ε. ΠΑΝΑΓΙΩΤΑΚΗΣ: [254, 1076, 416, 1087]
clinic-doctor: Ίατρός Γενικός Χειρούργος ΓΕΩΡΓ. Ε. ΖΟΥΡΙΔΑΚΗΣ: [95, 1080, 228, 1099]
points: 4: [517, 561, 525, 573]
tiller-photo: [84, 1561, 410, 1690]
ban-title: ΑΠΑΓΟΡΕΥΟΝΤΑΙ ΑΙ ΣΥΓΚΕΝΤΡΩΣΕΙΣ: [1202, 930, 1511, 946]
apollon-film2-note: (ΕΓΧΡΩΜΟ)—Μέ τόν: ΑΛΑΝ ΛΑΝΤ: [516, 1471, 704, 1483]
